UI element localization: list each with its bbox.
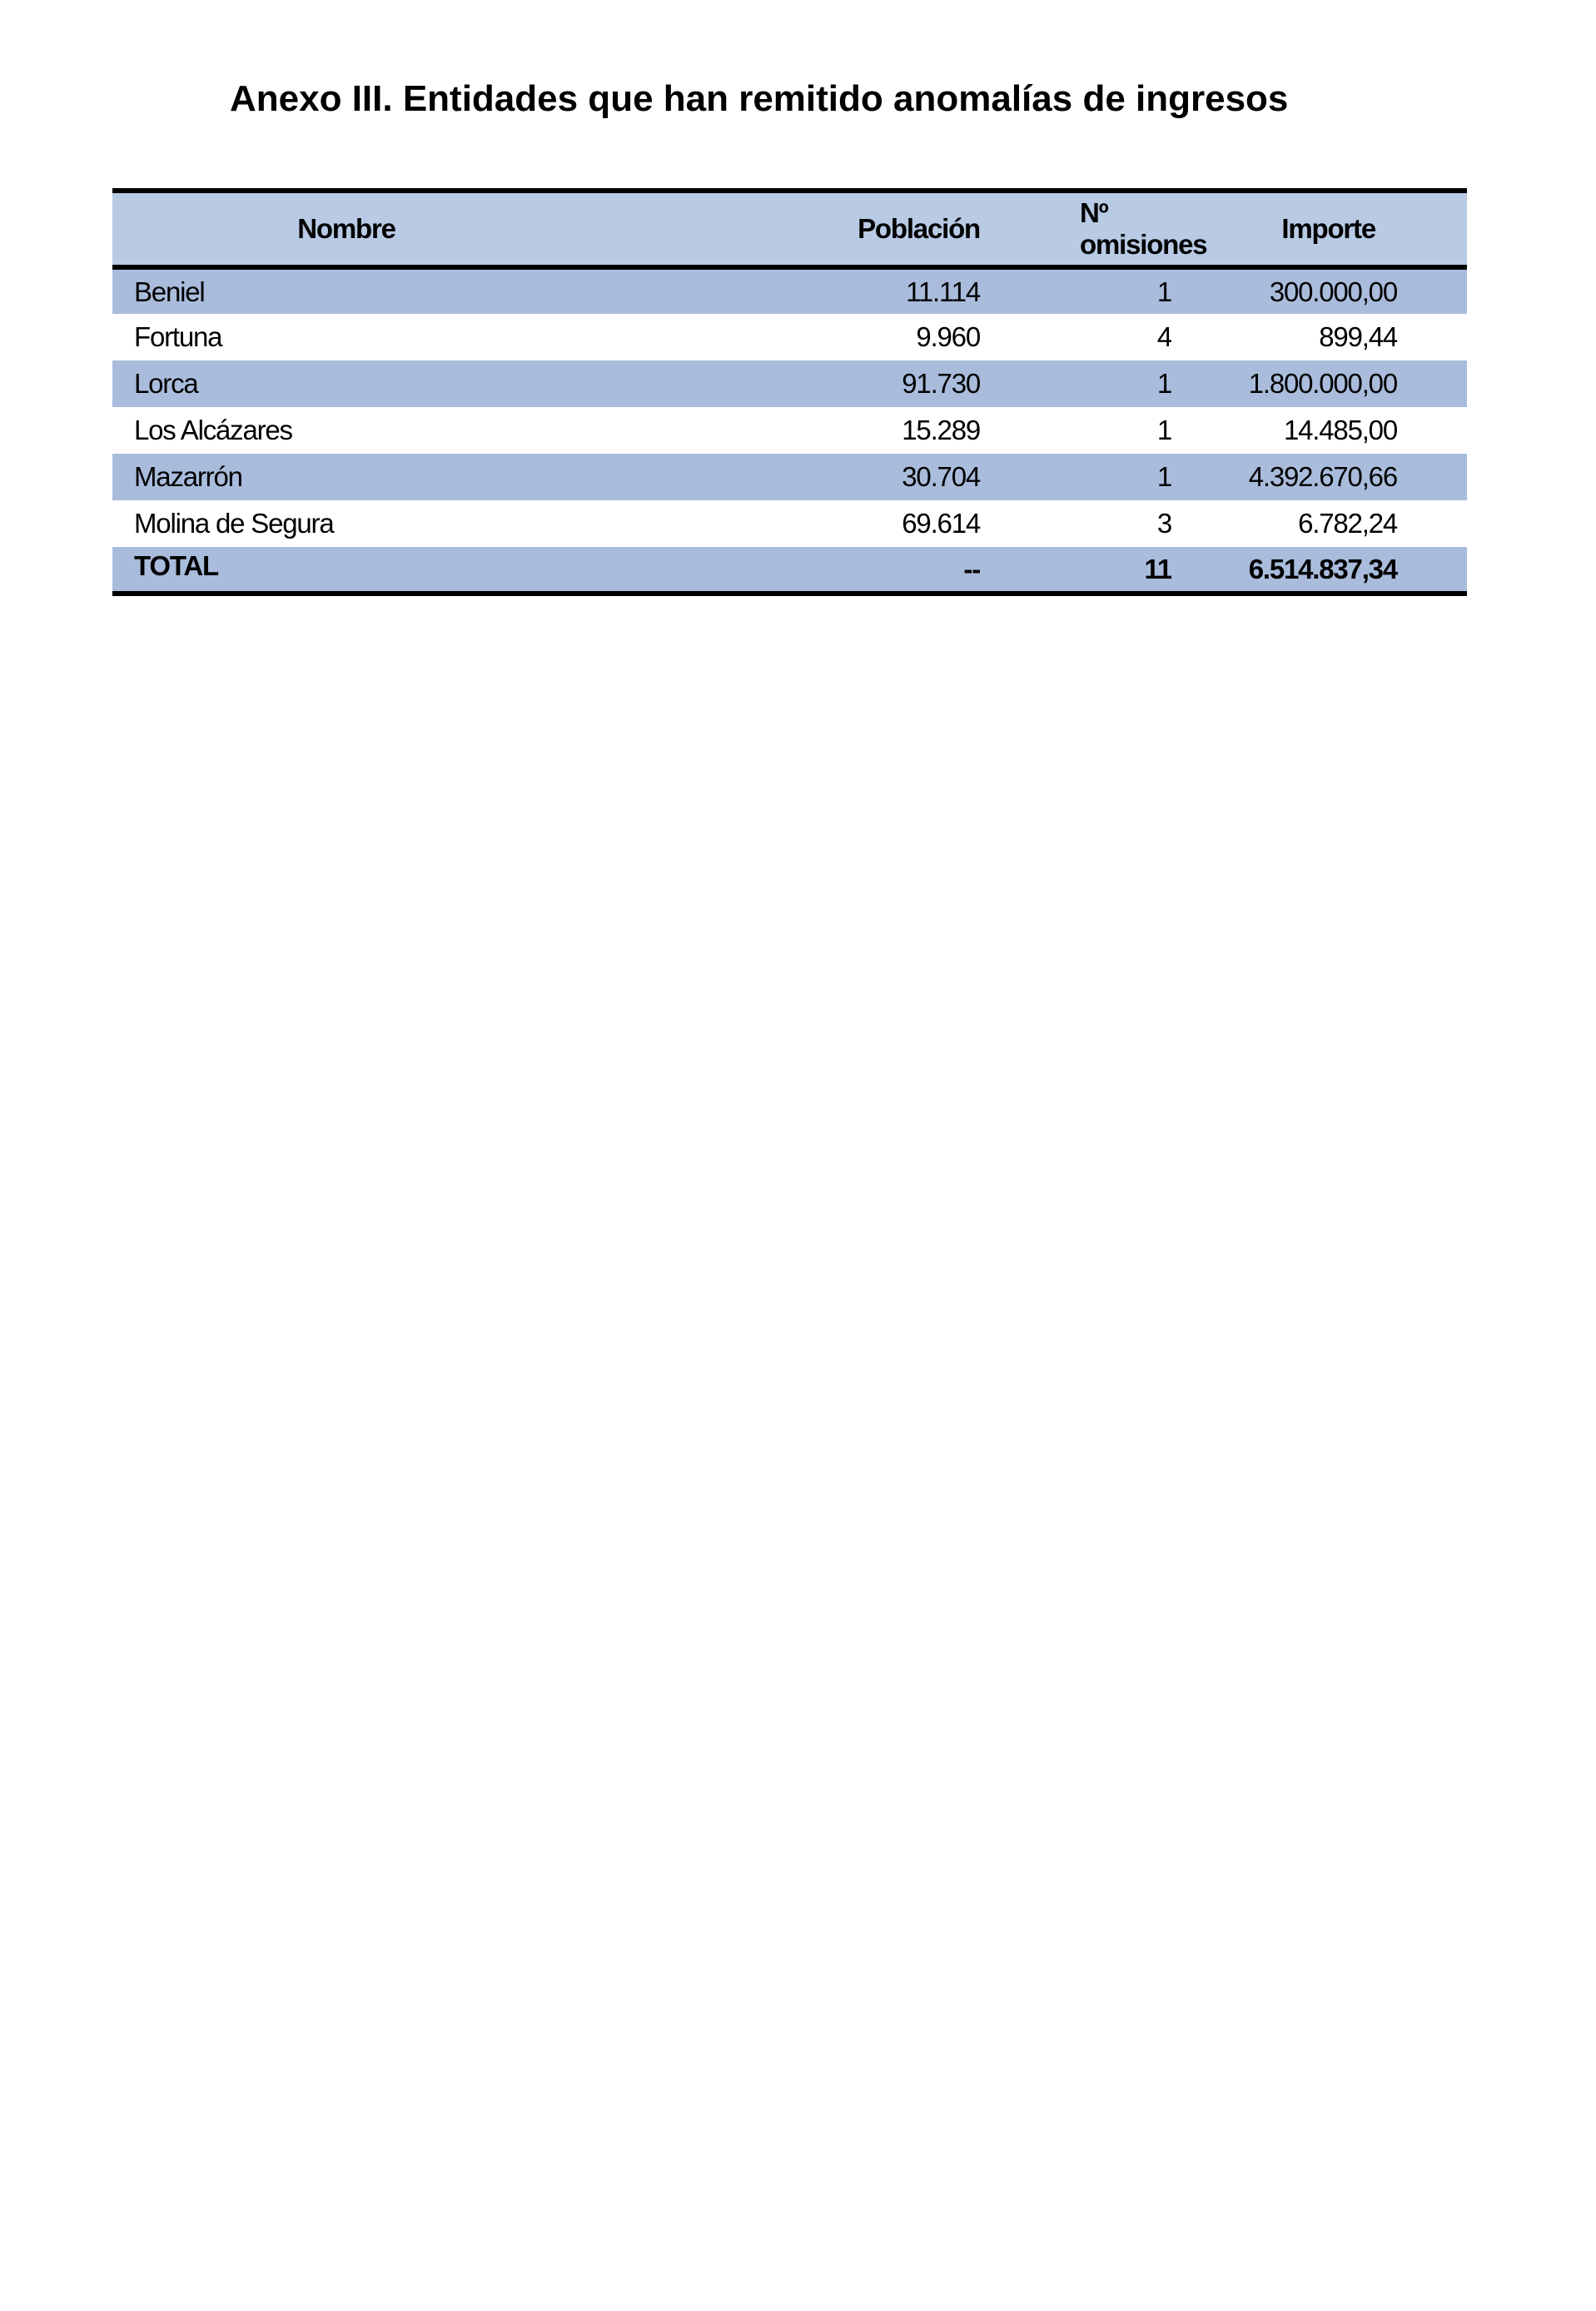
total-label: TOTAL [112, 547, 580, 594]
cell-importe: 1.800.000,00 [1248, 368, 1397, 399]
cell-importe: 14.485,00 [1283, 415, 1397, 445]
table-row [112, 314, 1467, 360]
cell-importe: 4.392.670,66 [1248, 461, 1397, 492]
cell-nombre: Lorca [134, 368, 198, 399]
cell-nombre: Fortuna [134, 321, 222, 352]
cell-poblacion: 30.704 [902, 461, 980, 492]
cell-importe: 6.782,24 [1298, 508, 1397, 539]
cell-poblacion: 15.289 [902, 415, 980, 445]
cell-poblacion: 11.114 [906, 276, 980, 307]
header-importe: Importe [1171, 191, 1467, 267]
cell-nombre: Beniel [134, 276, 205, 307]
page-title: Anexo III. Entidades que han remitido anomalías de ingresos [230, 78, 1289, 119]
cell-omisiones: 4 [1156, 321, 1171, 352]
header-omisiones: Nº omisiones [1022, 191, 1171, 267]
cell-omisiones: 3 [1156, 508, 1171, 539]
cell-importe: 899,44 [1319, 321, 1397, 352]
header-nombre: Nombre [112, 191, 580, 267]
table-row [112, 500, 1467, 547]
header-poblacion: Población [580, 191, 1022, 267]
table-row [112, 407, 1467, 454]
cell-omisiones: 1 [1156, 415, 1171, 445]
table-header-row [112, 191, 1467, 267]
anomalies-table [112, 188, 1467, 596]
cell-poblacion: 69.614 [902, 508, 980, 539]
total-poblacion: -- [580, 547, 1022, 594]
cell-omisiones: 1 [1156, 461, 1171, 492]
table-row [112, 267, 1467, 314]
cell-nombre: Los Alcázares [134, 415, 292, 445]
cell-nombre: Mazarrón [134, 461, 242, 492]
table-total-row [112, 547, 1467, 594]
cell-nombre: Molina de Segura [134, 508, 334, 539]
total-omisiones: 11 [1022, 547, 1171, 594]
cell-omisiones: 1 [1156, 276, 1171, 307]
table-row [112, 360, 1467, 407]
cell-poblacion: 9.960 [916, 321, 980, 352]
cell-importe: 300.000,00 [1269, 276, 1397, 307]
total-importe: 6.514.837,34 [1171, 547, 1467, 594]
cell-omisiones: 1 [1156, 368, 1171, 399]
cell-poblacion: 91.730 [902, 368, 980, 399]
table-row [112, 454, 1467, 500]
